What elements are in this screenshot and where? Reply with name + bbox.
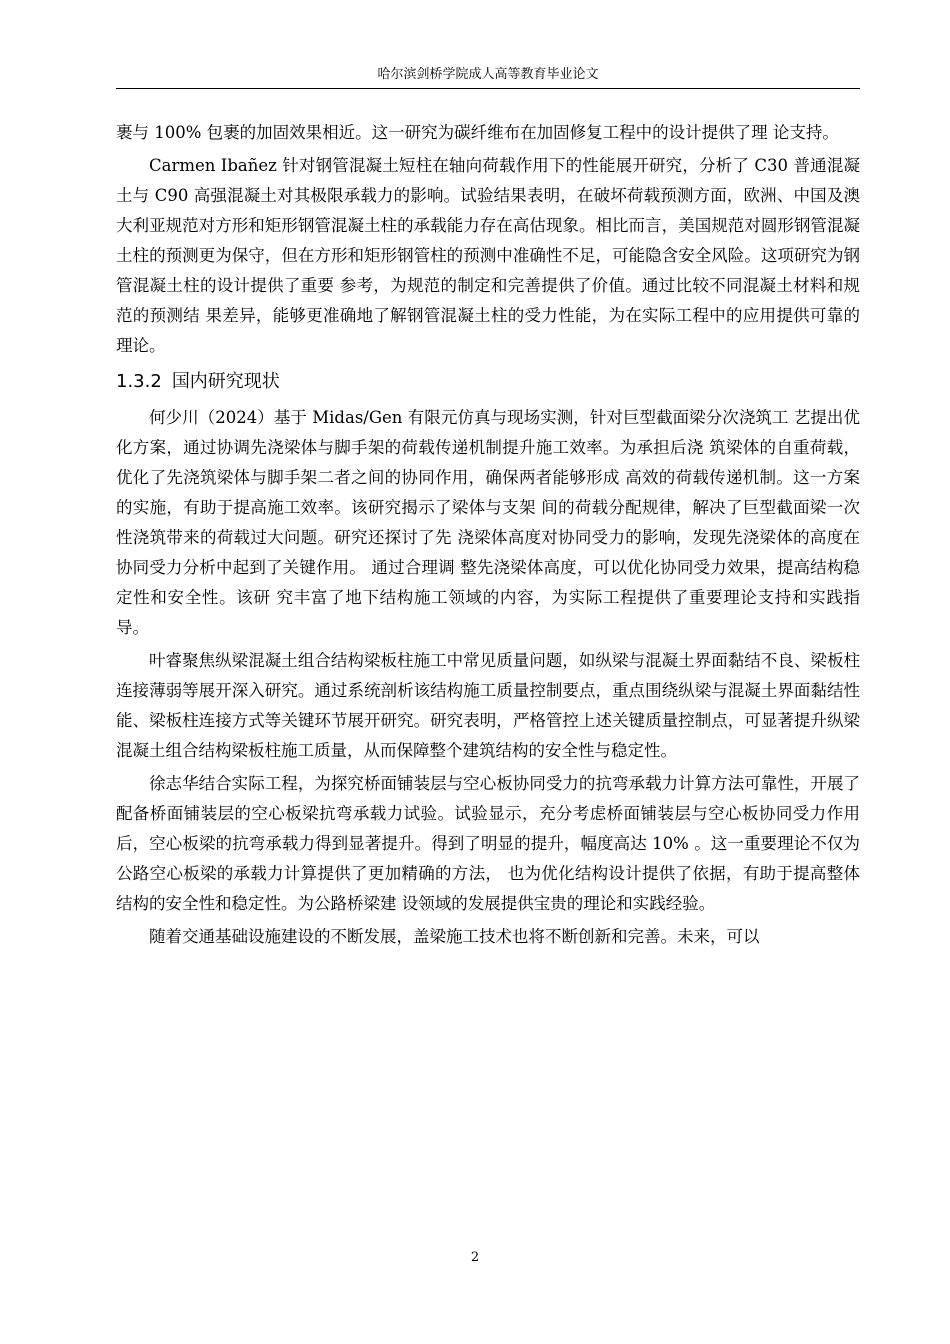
paragraph-3: 何少川（2024）基于 Midas/Gen 有限元仿真与现场实测，针对巨型截面梁分次浇筑工 艺提出优化方案，通过协调先浇梁体与脚手架的荷载传递机制提升施工效率。为承担后浇 筑梁体的自重荷载，优化了先浇筑梁体与脚手架二者之间的协同作用，确保两者能够形成 高效的荷载传递机制。这一方案的实施，有助于提高施工效率。该研究揭示了梁体与支架 间的荷载分配规律，解决了巨型截面梁一次性浇筑带来的荷载过大问题。研究还探讨了先 浇梁体高度对协同受力的影响，发现先浇梁体的高度在协同受力分析中起到了关键作用。 通过合理调 整先浇梁体高度，可以优化协同受力效果，提高结构稳定性和安全性。该研 究丰富了地下结构施工领域的内容，为实际工程提供了重要理论支持和实践指导。 (116, 408, 860, 637)
page-number: 2 (470, 1250, 480, 1265)
section-heading (116, 367, 860, 397)
running-header: 哈尔滨剑桥学院成人高等教育毕业论文 (377, 67, 599, 82)
paragraph-4: 叶睿聚焦纵梁混凝土组合结构梁板柱施工中常见质量问题，如纵梁与混凝土界面黏结不良、梁板柱连接薄弱等展开深入研究。通过系统剖析该结构施工质量控制要点，重点围绕纵梁与混凝土界面黏结性能、梁板柱连接方式等关键环节展开研究。研究表明，严格管控上述关键质量控制点，可显著提升纵梁混凝土组合结构梁板柱施工质量，从而保障整个建筑结构的安全性与稳定性。 (116, 651, 860, 760)
header-rule (116, 88, 860, 89)
paragraph-5: 徐志华结合实际工程，为探究桥面铺装层与空心板协同受力的抗弯承载力计算方法可靠性，开展了配备桥面铺装层的空心板梁抗弯承载力试验。试验显示，充分考虑桥面铺装层与空心板协同受力作用后，空心板梁的抗弯承载力得到显著提升。得到了明显的提升，幅度高达 10% 。这一重要理论不仅为公路空心板梁的承载力计算提供了更加精确的方法， 也为优化结构设计提供了依据，有助于提高整体 结构的安全性和稳定性。为公路桥梁建 设领域的发展提供宝贵的理论和实践经验。 (116, 774, 860, 913)
page-body (116, 118, 860, 952)
section-title: 国内研究现状 (171, 371, 280, 392)
paragraph-1: 裹与 100% 包裹的加固效果相近。这一研究为碳纤维布在加固修复工程中的设计提供了理 论支持。 (116, 123, 839, 142)
paragraph-6: 随着交通基础设施建设的不断发展，盖梁施工技术也将不断创新和完善。未来，可以 (149, 927, 760, 946)
section-number: 1.3.2 (116, 371, 162, 392)
paragraph-2: Carmen Ibañez 针对钢管混凝土短柱在轴向荷载作用下的性能展开研究，分析了 C30 普通混凝土与 C90 高强混凝土对其极限承载力的影响。试验结果表明，在破坏荷载预测方面，欧洲、中国及澳大利亚规范对方形和矩形钢管混凝土柱的承载能力存在高估现象。相比而言，美国规范对圆形钢管混凝土柱的预测更为保守，但在方形和矩形钢管柱的预测中准确性不足，可能隐含安全风险。这项研究为钢管混凝土柱的设计提供了重要 参考，为规范的制定和完善提供了价值。通过比较不同混凝土材料和规范的预测结 果差异，能够更准确地了解钢管混凝土柱的受力性能，为在实际工程中的应用提供可靠的理论。 (116, 156, 860, 355)
